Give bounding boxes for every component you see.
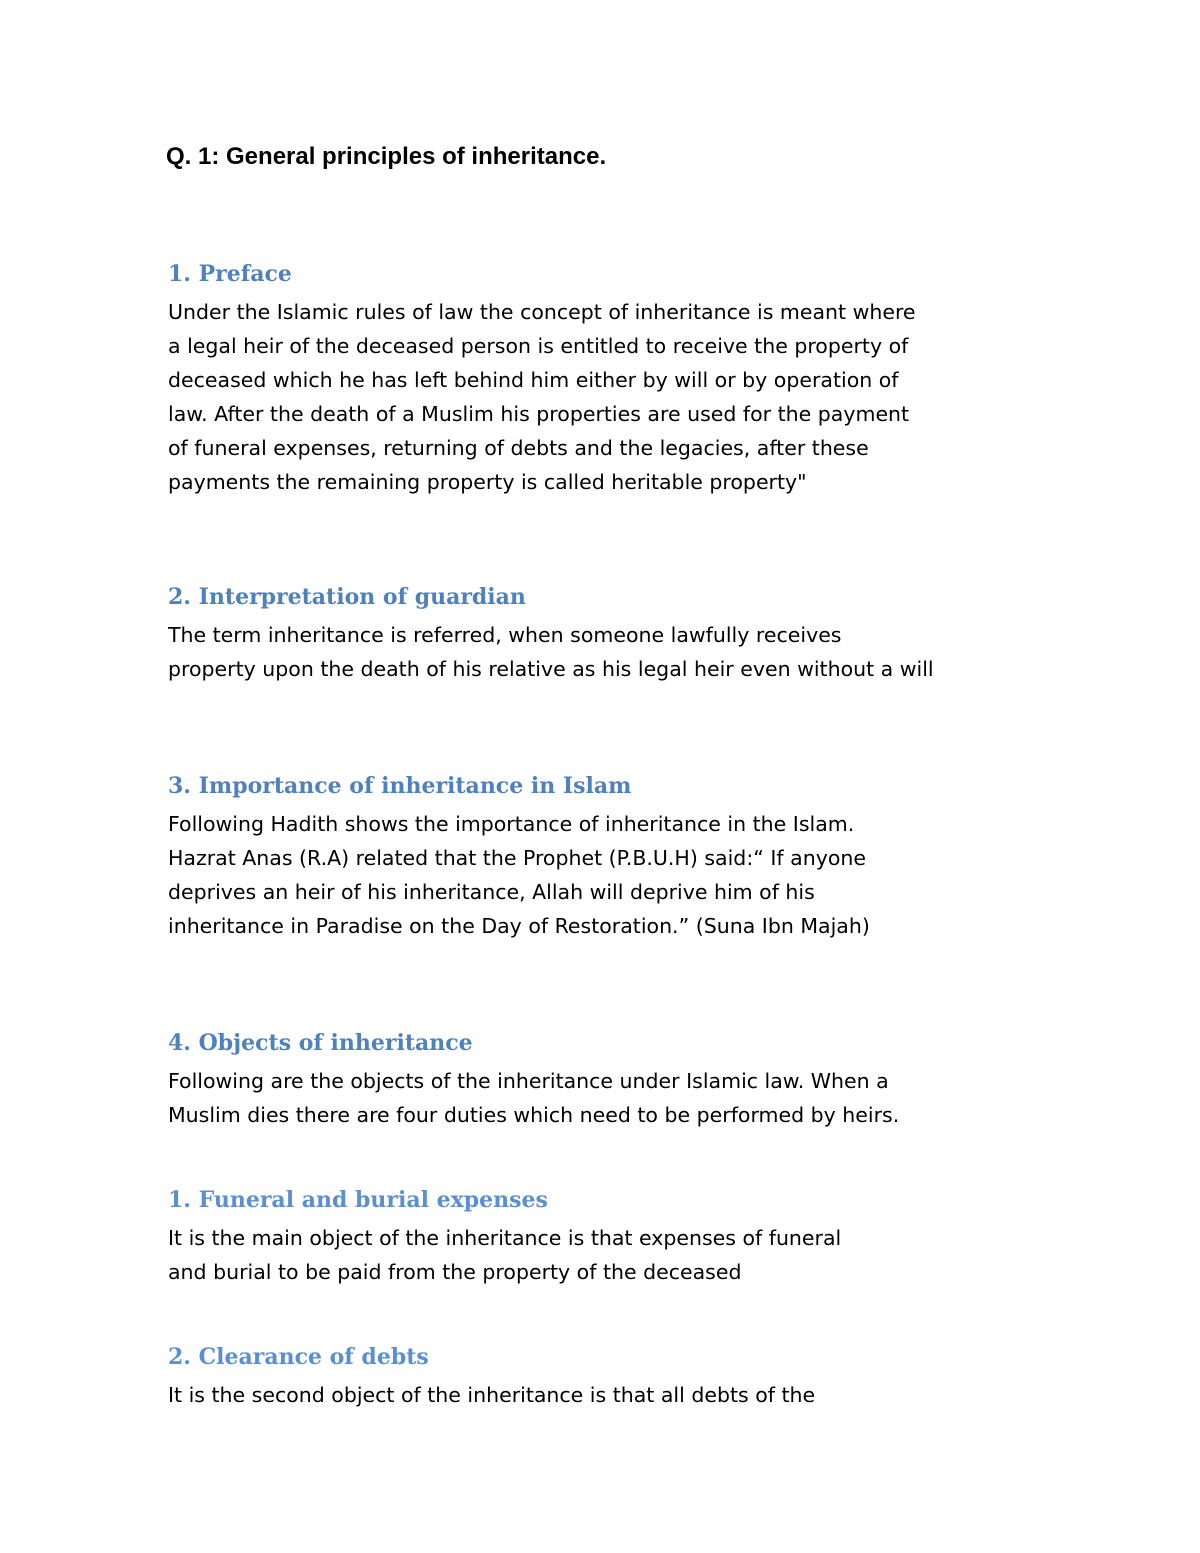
paragraph-line: The term inheritance is referred, when someone lawfully receives [168, 623, 842, 647]
paragraph-line: law. After the death of a Muslim his properties are used for the payment [168, 402, 910, 426]
section-heading-interpretation: 2. Interpretation of guardian [168, 584, 526, 610]
paragraph-line: payments the remaining property is called heritable property" [168, 470, 807, 494]
section-heading-importance: 3. Importance of inheritance in Islam [168, 773, 632, 799]
paragraph-line: It is the main object of the inheritance is that expenses of funeral [168, 1226, 842, 1250]
paragraph-line: Following Hadith shows the importance of inheritance in the Islam. [168, 812, 855, 836]
paragraph-line: Following are the objects of the inheritance under Islamic law. When a [168, 1069, 889, 1093]
paragraph-line: deceased which he has left behind him either by will or by operation of [168, 368, 899, 392]
section-body-interpretation [168, 618, 1048, 686]
paragraph-line: Under the Islamic rules of law the concept of inheritance is meant where [168, 300, 916, 324]
paragraph-line: Hazrat Anas (R.A) related that the Prophet (P.B.U.H) said:“ If anyone [168, 846, 866, 870]
section-heading-preface: 1. Preface [168, 261, 292, 287]
subsection-body-funeral [168, 1221, 1048, 1289]
paragraph-line: It is the second object of the inheritance is that all debts of the [168, 1383, 816, 1407]
paragraph-line: and burial to be paid from the property of the deceased [168, 1260, 742, 1284]
section-body-objects [168, 1064, 1048, 1132]
paragraph-line: property upon the death of his relative as his legal heir even without a will [168, 657, 934, 681]
section-heading-objects: 4. Objects of inheritance [168, 1030, 473, 1056]
document-title: Q. 1: General principles of inheritance. [166, 143, 607, 170]
paragraph-line: of funeral expenses, returning of debts and the legacies, after these [168, 436, 869, 460]
subsection-heading-debts: 2. Clearance of debts [168, 1344, 429, 1370]
subsection-heading-funeral: 1. Funeral and burial expenses [168, 1187, 548, 1213]
paragraph-line: inheritance in Paradise on the Day of Restoration.” (Suna Ibn Majah) [168, 914, 870, 938]
section-body-preface [168, 295, 1048, 499]
paragraph-line: a legal heir of the deceased person is entitled to receive the property of [168, 334, 909, 358]
paragraph-line: Muslim dies there are four duties which need to be performed by heirs. [168, 1103, 900, 1127]
section-body-importance [168, 807, 1048, 943]
paragraph-line: deprives an heir of his inheritance, Allah will deprive him of his [168, 880, 815, 904]
subsection-body-debts [168, 1378, 1048, 1412]
